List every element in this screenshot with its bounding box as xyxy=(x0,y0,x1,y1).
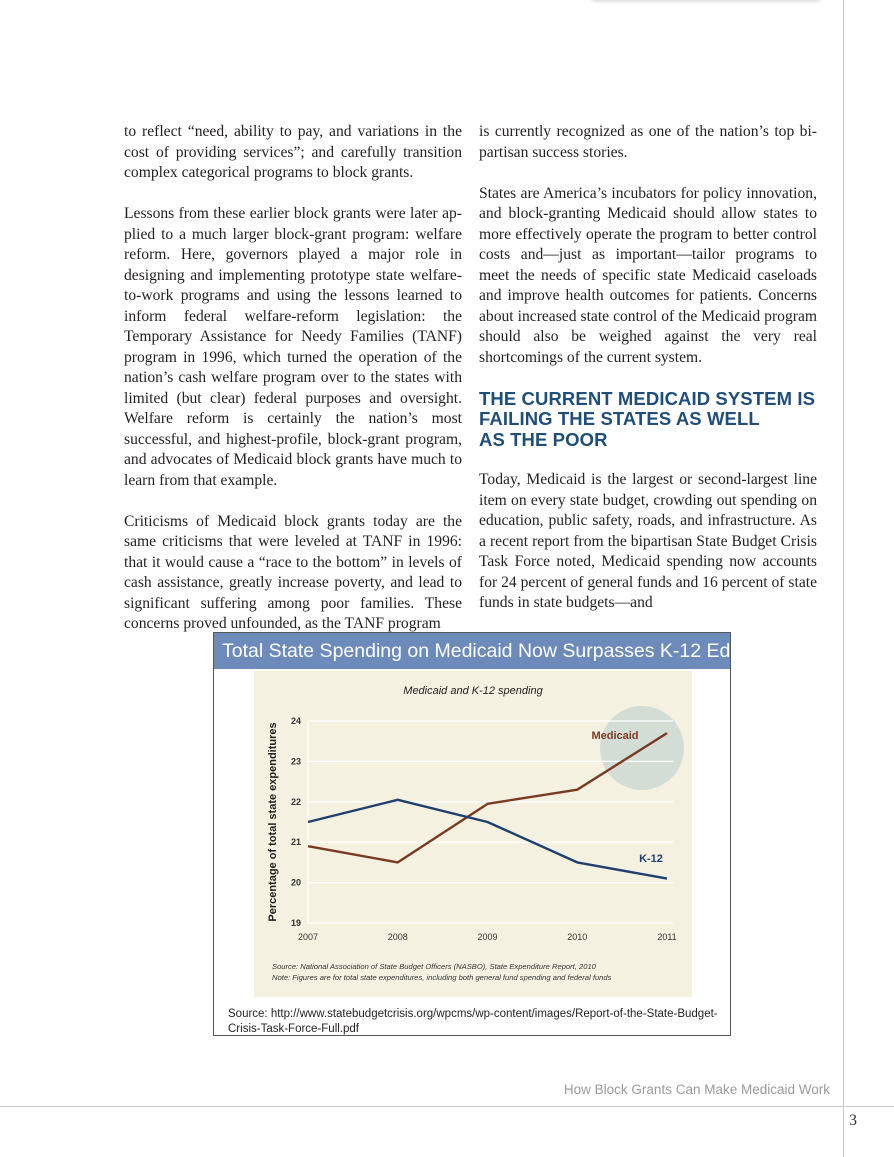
page-number: 3 xyxy=(849,1112,857,1129)
x-tick-label: 2010 xyxy=(567,932,588,942)
heading-line: AS THE POOR xyxy=(479,428,608,450)
paragraph: States are America’s incubators for policy innovation, and block-granting Medicaid should allow states to more effectively operate the program to better control costs and—just as important—tailor programs to meet the needs of specific state Medicaid caseloads and improve health outcomes for patients. Concerns about increased state control of the Medicaid program should also be weighed against the very real shortcomings of the current system. xyxy=(479,184,817,366)
footer-rule xyxy=(0,1106,894,1107)
line-chart xyxy=(214,633,732,1037)
x-tick-label: 2007 xyxy=(297,932,319,942)
figure-medicaid-vs-k12 xyxy=(213,632,794,1036)
page-edge-rule xyxy=(843,0,844,1157)
paragraph: Lessons from these earlier block grants were later applied to a much larger block-grant program: welfare reform. Here, governors played a major role in designing and implementing prototype state welfare-to-work programs and using the lessons learned to inform federal welfare-reform legislation: the Temporary Assistance for Needy Families (TANF) program in 1996, which turned the operation of the nation’s cash welfare program over to the states with limited (but clear) federal purposes and oversight. Welfare reform is certainly the nation’s most successful, and highest-profile, block-grant program, and advocates of Medicaid block grants have much to learn from that example. xyxy=(124,205,462,489)
y-tick-label: 22 xyxy=(291,796,302,807)
x-tick-label: 2011 xyxy=(657,932,677,942)
heading-line: FAILING THE STATES AS WELL xyxy=(479,408,760,429)
chart-figures-note: Note: Figures are for total state expenditures, including both general fund spending and federal funds xyxy=(272,973,612,982)
x-tick-label: 2009 xyxy=(477,932,498,942)
series-label-k12: K-12 xyxy=(639,853,663,865)
figure-title: Total State Spending on Medicaid Now Surpasses K-12 Education xyxy=(214,633,730,669)
y-tick-label: 23 xyxy=(291,756,302,767)
y-tick-label: 21 xyxy=(291,837,302,848)
paragraph: Today, Medicaid is the largest or second-largest line item on every state budget, crowding out spending on education, public safety, roads, and infrastructure. As a recent report from the bipartisan State Budget Crisis Task Force noted, Medicaid spending now accounts for 24 percent of general funds and 16 percent of state funds in state budgets—and xyxy=(479,471,817,611)
running-footer: How Block Grants Can Make Medicaid Work xyxy=(563,1082,830,1097)
heading-line: THE CURRENT MEDICAID SYSTEM IS xyxy=(479,387,816,409)
left-column xyxy=(124,122,462,655)
series-label-medicaid: Medicaid xyxy=(591,730,639,742)
chart-subtitle: Medicaid and K-12 spending xyxy=(403,685,543,697)
y-tick-label: 20 xyxy=(291,877,302,888)
y-tick-label: 19 xyxy=(291,918,302,928)
paragraph: Criticisms of Medicaid block grants today are the same criticisms that were leveled at TANF in 1996: that it would cause a “race to the bottom” in levels of cash assistance, greatly increase poverty, and lead to significant suffering among poor families. These concerns proved unfounded, as the TANF program xyxy=(124,512,462,632)
y-axis-label: Percentage of total state expenditures xyxy=(267,722,279,922)
x-tick-label: 2008 xyxy=(387,932,408,942)
series-line-k-12 xyxy=(308,800,667,879)
section-heading xyxy=(479,389,817,451)
paragraph: to reflect “need, ability to pay, and variations in the cost of providing services”; and carefully transition complex categorical programs to block grants. xyxy=(124,123,462,181)
figure-source: Source: http://www.statebudgetcrisis.org/wpcms/wp-content/images/Report-of-the-State-Budget-Crisis-Task-Force-Full.pdf xyxy=(228,1008,718,1035)
chart-source-note: Source: National Association of State Budget Officers (NASBO), State Expenditure Report, 2010 xyxy=(272,962,596,971)
paragraph: is currently recognized as one of the nation’s top bipartisan success stories. xyxy=(479,123,817,161)
right-column xyxy=(479,122,817,634)
y-tick-label: 24 xyxy=(291,716,302,726)
